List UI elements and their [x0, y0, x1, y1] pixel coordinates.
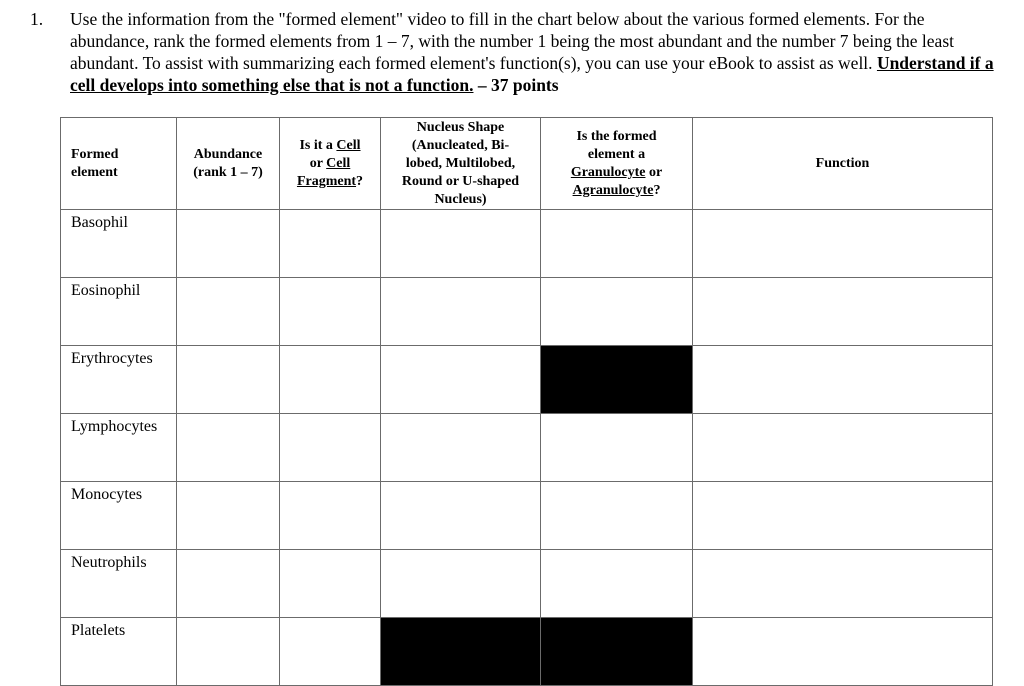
abundance-cell[interactable]: [177, 210, 280, 278]
header-row: [61, 118, 993, 210]
nucleus-shape-cell[interactable]: [381, 550, 541, 618]
row-label: Monocytes: [61, 482, 177, 550]
function-cell[interactable]: [693, 210, 993, 278]
abundance-cell[interactable]: [177, 278, 280, 346]
question-number: 1.: [30, 9, 44, 29]
header-nucleus-shape: Nucleus Shape (Anucleated, Bi- lobed, Multilobed, Round or U-shaped Nucleus): [381, 118, 541, 210]
nucleus-shape-cell[interactable]: [381, 210, 541, 278]
header-granulocyte: Is the formed element a Granulocyte or Agranulocyte?: [541, 118, 693, 210]
table-row: [61, 414, 993, 482]
abundance-cell[interactable]: [177, 414, 280, 482]
cell-or-fragment-cell[interactable]: [280, 618, 381, 686]
nucleus-shape-cell[interactable]: [381, 482, 541, 550]
cell-or-fragment-cell[interactable]: [280, 550, 381, 618]
abundance-cell[interactable]: [177, 550, 280, 618]
function-cell[interactable]: [693, 618, 993, 686]
blacked-out-cell: [541, 346, 693, 414]
function-cell[interactable]: [693, 550, 993, 618]
table-row: [61, 618, 993, 686]
granulocyte-cell[interactable]: [541, 210, 693, 278]
granulocyte-cell[interactable]: [541, 414, 693, 482]
function-cell[interactable]: [693, 346, 993, 414]
cell-or-fragment-cell[interactable]: [280, 346, 381, 414]
row-label: Neutrophils: [61, 550, 177, 618]
header-function: Function: [693, 118, 993, 210]
cell-or-fragment-cell[interactable]: [280, 414, 381, 482]
cell-or-fragment-cell[interactable]: [280, 278, 381, 346]
header-cell-or-fragment: Is it a Cell or Cell Fragment?: [280, 118, 381, 210]
abundance-cell[interactable]: [177, 482, 280, 550]
question-emphasis: Understand if a cell develops into something else that is not a function.: [70, 53, 994, 95]
question-points: – 37 points: [473, 75, 559, 95]
question-text: [70, 8, 1005, 96]
granulocyte-cell[interactable]: [541, 278, 693, 346]
blacked-out-cell: [541, 618, 693, 686]
cell-or-fragment-cell[interactable]: [280, 210, 381, 278]
abundance-cell[interactable]: [177, 618, 280, 686]
function-cell[interactable]: [693, 278, 993, 346]
nucleus-shape-cell[interactable]: [381, 414, 541, 482]
header-formed-element: Formed element: [61, 118, 177, 210]
nucleus-shape-cell[interactable]: [381, 278, 541, 346]
row-label: Erythrocytes: [61, 346, 177, 414]
abundance-cell[interactable]: [177, 346, 280, 414]
table-row: [61, 210, 993, 278]
blacked-out-cell: [381, 618, 541, 686]
table-row: [61, 346, 993, 414]
table-row: [61, 278, 993, 346]
row-label: Platelets: [61, 618, 177, 686]
question-block: [30, 8, 1005, 96]
question-instructions: Use the information from the "formed element" video to fill in the chart below about the various formed elements. For the abundance, rank the formed elements from 1 – 7, with the number 1 being the most abundant and the number 7 being the least abundant. To assist with summarizing each formed element's function(s), you can use your eBook to assist as well.: [70, 9, 954, 73]
header-abundance: Abundance (rank 1 – 7): [177, 118, 280, 210]
function-cell[interactable]: [693, 414, 993, 482]
row-label: Basophil: [61, 210, 177, 278]
row-label: Eosinophil: [61, 278, 177, 346]
granulocyte-cell[interactable]: [541, 550, 693, 618]
function-cell[interactable]: [693, 482, 993, 550]
granulocyte-cell[interactable]: [541, 482, 693, 550]
table-row: [61, 482, 993, 550]
cell-or-fragment-cell[interactable]: [280, 482, 381, 550]
table-row: [61, 550, 993, 618]
row-label: Lymphocytes: [61, 414, 177, 482]
formed-elements-chart: [60, 117, 993, 686]
nucleus-shape-cell[interactable]: [381, 346, 541, 414]
